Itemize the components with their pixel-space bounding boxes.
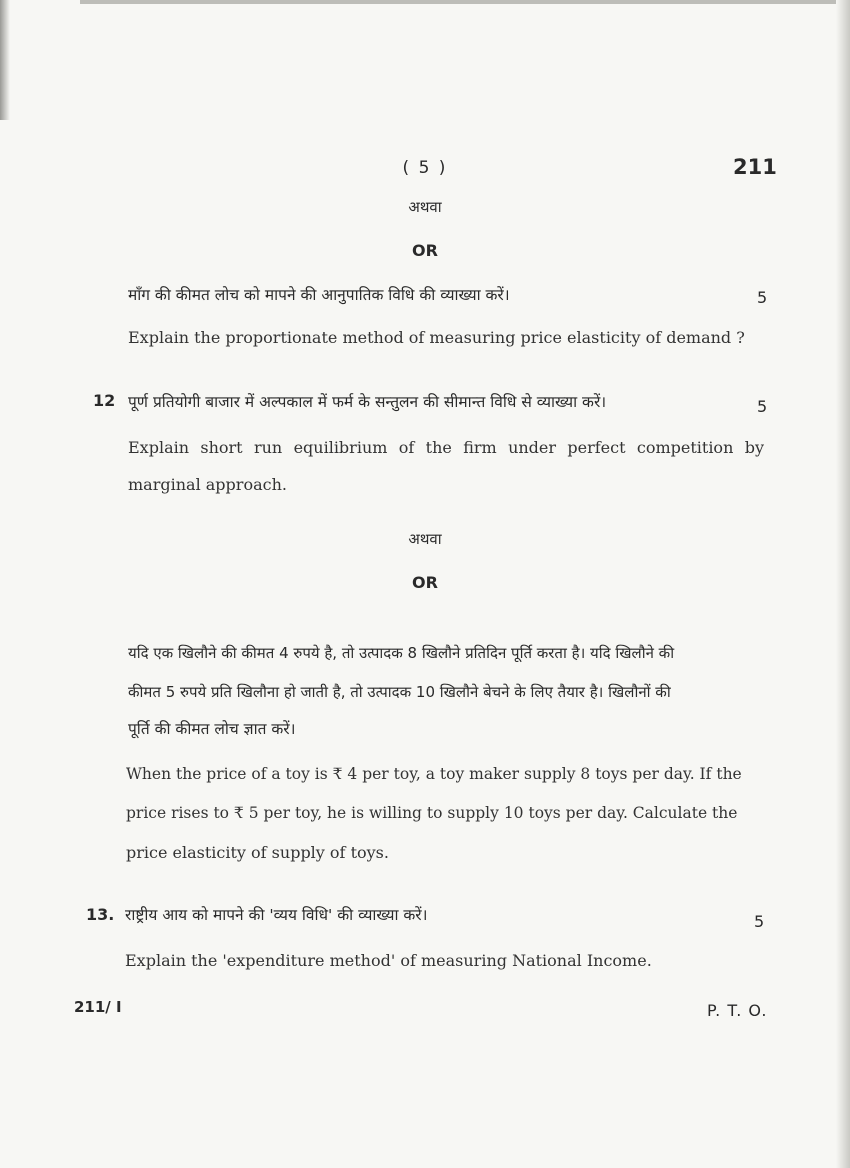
- q12-english-word: short: [200, 438, 243, 457]
- q12-alt-hindi-line3: पूर्ति की कीमत लोच ज्ञात करें।: [128, 720, 296, 738]
- footer-pto: P. T. O.: [707, 1001, 768, 1020]
- q11-alt-hindi: माँग की कीमत लोच को मापने की आनुपातिक विधि की व्याख्या करें।: [128, 286, 510, 304]
- q12-english-word: Explain: [128, 438, 190, 457]
- athva-separator: अथवा: [408, 198, 442, 216]
- q12-alt-hindi-line2: कीमत 5 रुपये प्रति खिलौना हो जाती है, तो उत्पादक 10 खिलौने बेचने के लिए तैयार है। खिलौनों की: [128, 683, 671, 701]
- q12-alt-english-line2: price rises to ₹ 5 per toy, he is willing to supply 10 toys per day. Calculate the: [126, 804, 738, 822]
- footer-paper-code: 211/ I: [74, 998, 122, 1016]
- q12-english-word: run: [253, 438, 283, 457]
- or-separator: OR: [412, 241, 438, 260]
- q12-english-word: the: [425, 438, 452, 457]
- or-separator: OR: [412, 573, 438, 592]
- q11-alt-english: Explain the proportionate method of measuring price elasticity of demand ?: [128, 328, 745, 347]
- q13-hindi: राष्ट्रीय आय को मापने की 'व्यय विधि' की व्याख्या करें।: [125, 906, 428, 924]
- q11-alt-marks: 5: [757, 288, 768, 307]
- athva-separator: अथवा: [408, 530, 442, 548]
- page-number: ( 5 ): [402, 158, 448, 178]
- paper-code: 211: [733, 155, 777, 179]
- q12-english-word: under: [508, 438, 557, 457]
- q12-english-word: equilibrium: [293, 438, 388, 457]
- q12-english-line1: [128, 438, 764, 457]
- q12-hindi: पूर्ण प्रतियोगी बाजार में अल्पकाल में फर्म के सन्तुलन की सीमान्त विधि से व्याख्या करें।: [128, 393, 607, 411]
- scan-edge-top: [80, 0, 850, 4]
- q12-english-line2: marginal approach.: [128, 475, 287, 494]
- q13-number: 13.: [86, 905, 115, 924]
- q12-english-word: competition: [636, 438, 734, 457]
- q13-english: Explain the 'expenditure method' of measuring National Income.: [125, 951, 652, 970]
- q12-number: 12: [93, 391, 116, 410]
- scan-edge-left: [0, 0, 10, 120]
- q12-english-word: by: [744, 438, 764, 457]
- q12-english-word: firm: [463, 438, 497, 457]
- q12-alt-hindi-line1: यदि एक खिलौने की कीमत 4 रुपये है, तो उत्पादक 8 खिलौने प्रतिदिन पूर्ति करता है। यदि खिलौने की: [128, 644, 675, 662]
- q12-english-word: perfect: [567, 438, 626, 457]
- q12-alt-english-line1: When the price of a toy is ₹ 4 per toy, a toy maker supply 8 toys per day. If the: [126, 765, 742, 783]
- q13-marks: 5: [754, 912, 765, 931]
- q12-english-word: of: [398, 438, 415, 457]
- q12-alt-english-line3: price elasticity of supply of toys.: [126, 843, 389, 862]
- q12-marks: 5: [757, 397, 768, 416]
